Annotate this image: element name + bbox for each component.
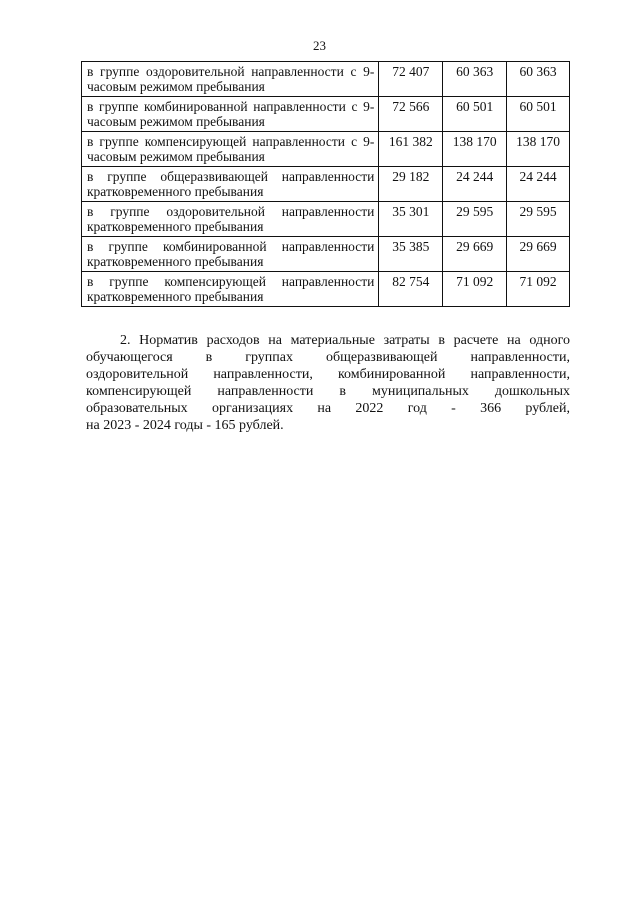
value-2023: 60 363 xyxy=(443,62,507,97)
row-label: в группе комбинированной направленности с 9-часовым режимом пребывания xyxy=(82,97,379,132)
table-row xyxy=(82,132,570,167)
value-2023: 24 244 xyxy=(443,167,507,202)
value-2024: 29 669 xyxy=(507,237,570,272)
row-label: в группе оздоровительной направленности кратковременного пребывания xyxy=(82,202,379,237)
value-2022: 35 385 xyxy=(379,237,443,272)
table-row xyxy=(82,237,570,272)
table-row xyxy=(82,272,570,307)
table-row xyxy=(82,97,570,132)
row-label: в группе оздоровительной направленности с 9-часовым режимом пребывания xyxy=(82,62,379,97)
paragraph-line: образовательных организациях на 2022 год - 366 рублей, xyxy=(86,401,570,416)
norms-table xyxy=(81,61,570,307)
value-2024: 71 092 xyxy=(507,272,570,307)
value-2023: 71 092 xyxy=(443,272,507,307)
value-2022: 29 182 xyxy=(379,167,443,202)
value-2022: 82 754 xyxy=(379,272,443,307)
value-2023: 29 595 xyxy=(443,202,507,237)
page-number: 23 xyxy=(313,38,326,53)
paragraph-line: 2. Норматив расходов на материальные затраты в расчете на одного xyxy=(120,333,570,348)
table-row xyxy=(82,167,570,202)
row-label: в группе компенсирующей направленности кратковременного пребывания xyxy=(82,272,379,307)
row-label: в группе общеразвивающей направленности кратковременного пребывания xyxy=(82,167,379,202)
value-2022: 35 301 xyxy=(379,202,443,237)
value-2022: 72 407 xyxy=(379,62,443,97)
value-2023: 60 501 xyxy=(443,97,507,132)
value-2024: 60 501 xyxy=(507,97,570,132)
value-2023: 29 669 xyxy=(443,237,507,272)
paragraph-line: на 2023 - 2024 годы - 165 рублей. xyxy=(86,418,284,433)
value-2024: 60 363 xyxy=(507,62,570,97)
value-2024: 24 244 xyxy=(507,167,570,202)
paragraph-line: компенсирующей направленности в муниципальных дошкольных xyxy=(86,384,570,399)
table-row xyxy=(82,202,570,237)
value-2024: 29 595 xyxy=(507,202,570,237)
norm-paragraph xyxy=(86,332,570,434)
paragraph-line: оздоровительной направленности, комбинированной направленности, xyxy=(86,367,570,382)
paragraph-line: обучающегося в группах общеразвивающей направленности, xyxy=(86,350,570,365)
table-row xyxy=(82,62,570,97)
value-2022: 72 566 xyxy=(379,97,443,132)
row-label: в группе компенсирующей направленности с 9-часовым режимом пребывания xyxy=(82,132,379,167)
value-2023: 138 170 xyxy=(443,132,507,167)
value-2022: 161 382 xyxy=(379,132,443,167)
value-2024: 138 170 xyxy=(507,132,570,167)
row-label: в группе комбинированной направленности кратковременного пребывания xyxy=(82,237,379,272)
